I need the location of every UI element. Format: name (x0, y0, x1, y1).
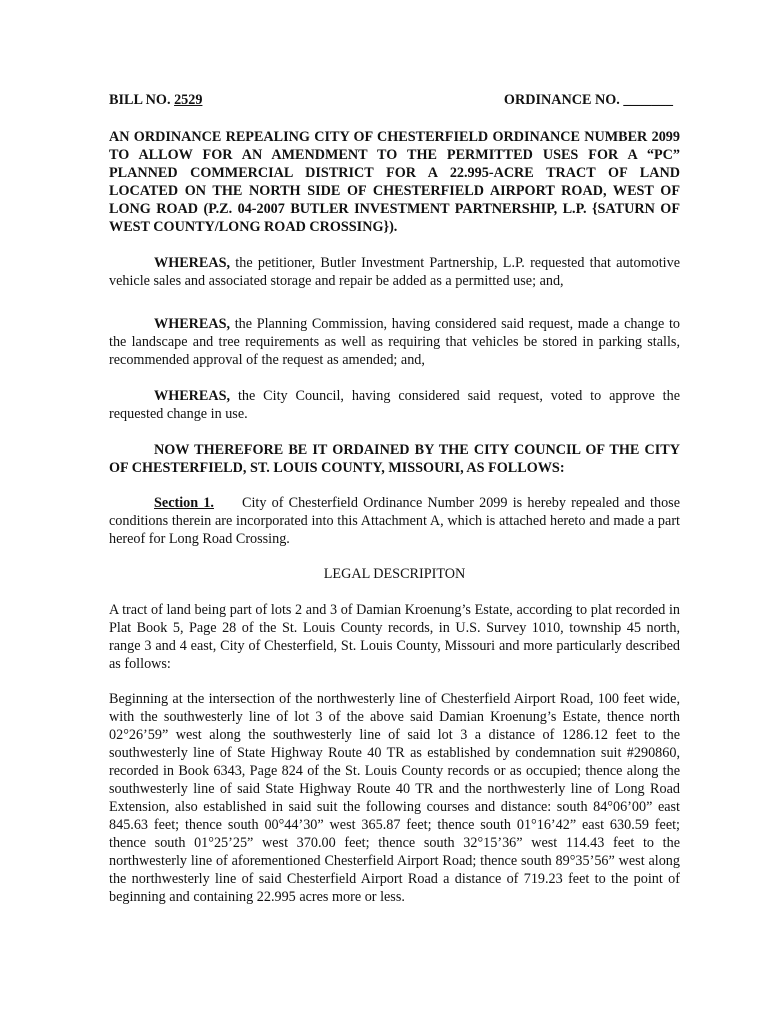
whereas-text: the Planning Commission, having considered said request, made a change to the landscape and tree requirements as well as requiring that vehicles be stored in parking stalls, recommended approval of the request as amended; and, (109, 316, 680, 368)
whereas-paragraph-2 (109, 315, 680, 369)
section-1-text: City of Chesterfield Ordinance Number 2099 is hereby repealed and those conditions therein are incorporated into this Attachment A, which is attached hereto and made a part hereof for Long Road Crossing. (109, 495, 680, 547)
bill-number (109, 92, 202, 109)
section-1-paragraph (109, 494, 680, 548)
legal-description-heading: LEGAL DESCRIPITON (323, 566, 466, 582)
whereas-paragraph-1 (109, 254, 680, 290)
now-therefore-clause: NOW THEREFORE BE IT ORDAINED BY THE CITY COUNCIL OF THE CITY OF CHESTERFIELD, ST. LOUIS COUNTY, MISSOURI, AS FOLLOWS: (109, 442, 680, 476)
whereas-paragraph-3 (109, 387, 680, 423)
whereas-lead: WHEREAS, (154, 255, 231, 271)
bill-label: BILL NO. (109, 92, 171, 108)
whereas-text: the City Council, having considered said request, voted to approve the requested change in use. (109, 388, 680, 422)
whereas-lead: WHEREAS, (154, 388, 231, 404)
document-header (109, 92, 680, 112)
whereas-text: the petitioner, Butler Investment Partnership, L.P. requested that automotive vehicle sales and associated storage and repair be added as a permitted use; and, (109, 255, 680, 289)
bill-number-value: 2529 (174, 92, 203, 108)
ordinance-title: AN ORDINANCE REPEALING CITY OF CHESTERFIELD ORDINANCE NUMBER 2099 TO ALLOW FOR AN AMENDMENT TO THE PERMITTED USES FOR A “PC” PLANNED COMMERCIAL DISTRICT FOR A 22.995-ACRE TRACT OF LAND LOCATED ON THE NORTH SIDE OF CHESTERFIELD AIRPORT ROAD, WEST OF LONG ROAD (P.Z. 04-2007 BUTLER INVESTMENT PARTNERSHIP, L.P. {SATURN OF WEST COUNTY/LONG ROAD CROSSING}). (109, 129, 680, 235)
tract-paragraph: A tract of land being part of lots 2 and 3 of Damian Kroenung’s Estate, according to plat recorded in Plat Book 5, Page 28 of the St. Louis County records, in U.S. Survey 1010, township 45 north, range 3 and 4 east, City of Chesterfield, St. Louis County, Missouri and more particularly described as follows: (109, 602, 680, 672)
whereas-lead: WHEREAS, (154, 316, 231, 332)
section-1-label: Section 1. (154, 495, 214, 511)
ordinance-number: ORDINANCE NO. _______ (503, 92, 673, 108)
beginning-paragraph: Beginning at the intersection of the northwesterly line of Chesterfield Airport Road, 100 feet wide, with the southwesterly line of lot 3 of the above said Damian Kroenung’s Estate, thence north 02°26’59” west along the southwesterly line of said lot 3 a distance of 1286.12 feet to the southwesterly line of State Highway Route 40 TR as established by condemnation suit #290860, recorded in Book 6343, Page 824 of the St. Louis County records or as occupied; thence along the southwesterly line of said State Highway Route 40 TR and the northwesterly line of Long Road Extension, also established in said suit the following courses and distance: south 84°06’00” east 845.63 feet; thence south 00°44’30” west 365.87 feet; thence south 01°16’42” east 630.59 feet; thence south 01°25’25” west 370.00 feet; thence south 32°15’36” west 114.43 feet to the northwesterly line of aforementioned Chesterfield Airport Road; thence south 89°35’56” west along the northwesterly line of said Chesterfield Airport Road a distance of 719.23 feet to the point of beginning and containing 22.995 acres more or less. (109, 691, 680, 905)
